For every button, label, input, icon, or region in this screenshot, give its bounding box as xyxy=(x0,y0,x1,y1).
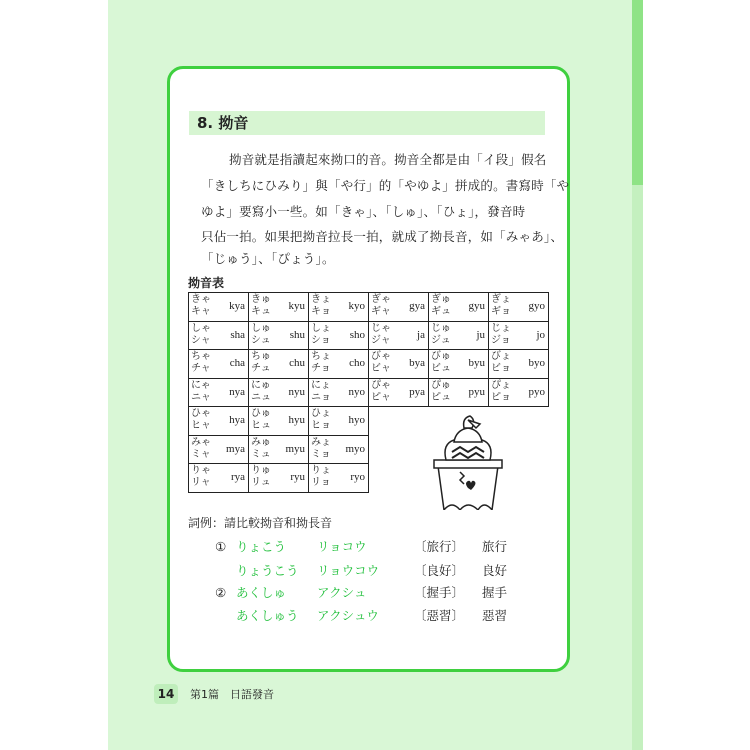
kana-pair xyxy=(251,465,271,489)
katakana: キョ xyxy=(311,306,331,317)
romaji: nyu xyxy=(288,385,305,398)
chapter-edge-tab xyxy=(632,0,643,185)
example-marker: ① xyxy=(215,539,227,554)
katakana: ミョ xyxy=(311,448,331,460)
romaji: gya xyxy=(409,300,425,312)
kana-pair xyxy=(311,323,331,347)
kana-pair xyxy=(311,351,331,375)
hiragana: ひょ xyxy=(311,408,331,419)
table-cell xyxy=(188,349,249,379)
hiragana: ぴょ xyxy=(491,379,511,391)
katakana: キュ xyxy=(251,306,271,317)
example-katakana: アクシュ xyxy=(317,585,367,600)
paragraph-line: 「きしちにひみり」與「や行」的「やゆよ」拼成的。書寫時「や xyxy=(201,178,570,193)
kana-pair xyxy=(191,380,211,404)
table-cell xyxy=(488,349,549,379)
romaji: byo xyxy=(528,357,545,369)
kana-pair xyxy=(311,465,331,489)
kana-pair xyxy=(251,408,271,432)
table-cell xyxy=(308,378,369,408)
example-kanji: 惡習 xyxy=(482,608,508,623)
kana-pair xyxy=(491,323,511,347)
kana-pair xyxy=(311,437,331,461)
romaji: pyu xyxy=(468,385,485,398)
table-cell xyxy=(368,349,429,379)
kana-pair xyxy=(431,323,451,347)
table-cell xyxy=(308,349,369,379)
kana-pair xyxy=(191,465,211,489)
romaji: pyo xyxy=(528,385,545,398)
examples-title: 詞例：請比較拗音和拗長音 xyxy=(188,516,333,530)
example-katakana: リョコウ xyxy=(317,539,367,554)
table-cell xyxy=(248,321,309,351)
katakana: ビュ xyxy=(431,363,451,374)
table-cell xyxy=(428,321,489,351)
example-meaning: 〔握手〕 xyxy=(414,585,465,600)
katakana: ニョ xyxy=(311,391,331,403)
example-marker: ② xyxy=(215,585,227,600)
example-hiragana: りょこう xyxy=(236,539,287,554)
kana-pair xyxy=(191,351,211,375)
hiragana: じゅ xyxy=(431,322,451,334)
hiragana: しゃ xyxy=(191,322,211,334)
table-cell xyxy=(308,463,369,493)
table-cell xyxy=(188,435,249,465)
romaji: jo xyxy=(536,328,545,341)
section-heading: 8. 拗音 xyxy=(197,114,249,132)
table-cell xyxy=(188,292,249,322)
kana-pair xyxy=(191,437,211,461)
kagami-mochi-icon xyxy=(424,414,512,510)
romaji: mya xyxy=(226,442,245,455)
table-cell xyxy=(368,321,429,351)
romaji: kyo xyxy=(348,300,365,312)
table-cell xyxy=(488,321,549,351)
kana-pair xyxy=(371,323,391,347)
example-meaning: 〔惡習〕 xyxy=(414,608,465,623)
katakana: ニュ xyxy=(251,391,271,403)
hiragana: しゅ xyxy=(251,322,271,334)
romaji: kyu xyxy=(288,300,305,312)
hiragana: びょ xyxy=(491,351,511,362)
kana-pair xyxy=(191,408,211,432)
hiragana: しょ xyxy=(311,322,331,334)
romaji: sho xyxy=(349,328,365,341)
hiragana: きょ xyxy=(311,294,331,305)
kana-pair xyxy=(251,351,271,375)
kana-pair xyxy=(191,323,211,347)
hiragana: みょ xyxy=(311,436,331,448)
katakana: ギョ xyxy=(491,306,511,317)
kana-pair xyxy=(431,294,451,318)
hiragana: ひゃ xyxy=(191,408,211,419)
table-cell xyxy=(248,378,309,408)
table-cell xyxy=(488,292,549,322)
example-kanji: 旅行 xyxy=(482,539,508,554)
hiragana: ぎょ xyxy=(491,294,511,305)
kana-pair xyxy=(311,380,331,404)
hiragana: ぴゅ xyxy=(431,379,451,391)
katakana: ジュ xyxy=(431,334,451,346)
example-hiragana: あくしゅ xyxy=(236,585,287,600)
table-cell xyxy=(428,292,489,322)
hiragana: きゅ xyxy=(251,294,271,305)
romaji: cho xyxy=(349,357,365,369)
katakana: ヒョ xyxy=(311,420,331,431)
katakana: リュ xyxy=(251,477,271,488)
table-cell xyxy=(188,406,249,436)
table-cell xyxy=(308,321,369,351)
hiragana: りゃ xyxy=(191,465,211,476)
example-kanji: 握手 xyxy=(482,585,508,600)
hiragana: ちゃ xyxy=(191,351,211,362)
kana-pair xyxy=(371,380,391,404)
example-meaning: 〔良好〕 xyxy=(414,563,465,578)
romaji: ju xyxy=(476,328,485,341)
kana-pair xyxy=(311,408,331,432)
katakana: ビョ xyxy=(491,363,511,374)
kana-pair xyxy=(431,380,451,404)
romaji: shu xyxy=(289,328,305,341)
romaji: hya xyxy=(229,414,245,426)
katakana: ビャ xyxy=(371,363,391,374)
hiragana: ひゅ xyxy=(251,408,271,419)
romaji: pya xyxy=(409,385,425,398)
romaji: hyu xyxy=(288,414,305,426)
katakana: キャ xyxy=(191,306,211,317)
katakana: ピュ xyxy=(431,391,451,403)
chapter-footer: 第1篇 日語發音 xyxy=(190,688,274,701)
kana-pair xyxy=(371,294,391,318)
hiragana: きゃ xyxy=(191,294,211,305)
table-cell xyxy=(368,378,429,408)
hiragana: にょ xyxy=(311,379,331,391)
example-kanji: 良好 xyxy=(482,563,508,578)
katakana: シャ xyxy=(191,334,211,346)
table-cell xyxy=(308,406,369,436)
katakana: リョ xyxy=(311,477,331,488)
romaji: rya xyxy=(230,471,245,483)
hiragana: びゅ xyxy=(431,351,451,362)
table-cell xyxy=(488,378,549,408)
katakana: ピョ xyxy=(491,391,511,403)
katakana: ギュ xyxy=(431,306,451,317)
example-meaning: 〔旅行〕 xyxy=(414,539,465,554)
table-cell xyxy=(188,378,249,408)
katakana: ジョ xyxy=(491,334,511,346)
romaji: myo xyxy=(345,442,365,455)
paragraph-line: 拗音就是指讀起來拗口的音。拗音全都是由「イ段」假名 xyxy=(229,152,547,167)
table-cell xyxy=(308,292,369,322)
table-cell xyxy=(188,321,249,351)
katakana: ジャ xyxy=(371,334,391,346)
romaji: byu xyxy=(468,357,485,369)
kana-pair xyxy=(311,294,331,318)
hiragana: ぎゅ xyxy=(431,294,451,305)
hiragana: ぴゃ xyxy=(371,379,391,391)
katakana: ピャ xyxy=(371,391,391,403)
katakana: ショ xyxy=(311,334,331,346)
katakana: ミュ xyxy=(251,448,271,460)
katakana: ヒャ xyxy=(191,420,211,431)
katakana: ミャ xyxy=(191,448,211,460)
example-hiragana: りょうこう xyxy=(236,563,299,578)
hiragana: じょ xyxy=(491,322,511,334)
katakana: チョ xyxy=(311,363,331,374)
hiragana: りょ xyxy=(311,465,331,476)
hiragana: ちょ xyxy=(311,351,331,362)
table-cell xyxy=(368,292,429,322)
table-cell xyxy=(248,406,309,436)
hiragana: みゅ xyxy=(251,436,271,448)
example-katakana: リョウコウ xyxy=(317,563,380,578)
kana-pair xyxy=(191,294,211,318)
example-hiragana: あくしゅう xyxy=(236,608,299,623)
hiragana: ちゅ xyxy=(251,351,271,362)
romaji: chu xyxy=(289,357,305,369)
katakana: リャ xyxy=(191,477,211,488)
romaji: hyo xyxy=(348,414,365,426)
table-cell xyxy=(428,378,489,408)
hiragana: にゃ xyxy=(191,379,211,391)
hiragana: じゃ xyxy=(371,322,391,334)
romaji: ja xyxy=(417,328,425,341)
paragraph-line: 「じゅう」、「ぴょう」。 xyxy=(201,251,335,266)
romaji: ryo xyxy=(350,471,365,483)
katakana: チュ xyxy=(251,363,271,374)
kana-pair xyxy=(491,294,511,318)
hiragana: ぎゃ xyxy=(371,294,391,305)
hiragana: びゃ xyxy=(371,351,391,362)
romaji: sha xyxy=(230,328,245,341)
katakana: チャ xyxy=(191,363,211,374)
katakana: ニャ xyxy=(191,391,211,403)
table-cell xyxy=(248,292,309,322)
table-cell xyxy=(248,349,309,379)
paragraph-line: 只佔一拍。如果把拗音拉長一拍，就成了拗長音，如「みゃあ」、 xyxy=(201,229,564,244)
table-cell xyxy=(188,463,249,493)
romaji: nya xyxy=(229,385,245,398)
example-katakana: アクシュウ xyxy=(317,608,379,623)
kana-pair xyxy=(431,351,451,375)
romaji: nyo xyxy=(348,385,365,398)
kana-pair xyxy=(491,351,511,375)
kana-pair xyxy=(491,380,511,404)
katakana: ヒュ xyxy=(251,420,271,431)
kana-pair xyxy=(251,437,271,461)
hiragana: りゅ xyxy=(251,465,271,476)
katakana: シュ xyxy=(251,334,271,346)
page-number: 14 xyxy=(154,684,178,704)
table-title: 拗音表 xyxy=(188,276,225,290)
hiragana: にゅ xyxy=(251,379,271,391)
table-cell xyxy=(248,463,309,493)
kana-pair xyxy=(251,323,271,347)
table-cell xyxy=(428,349,489,379)
romaji: bya xyxy=(409,357,425,369)
kana-pair xyxy=(371,351,391,375)
romaji: gyu xyxy=(468,300,485,312)
katakana: ギャ xyxy=(371,306,391,317)
kana-pair xyxy=(251,294,271,318)
romaji: cha xyxy=(229,357,245,369)
kana-pair xyxy=(251,380,271,404)
hiragana: みゃ xyxy=(191,436,211,448)
romaji: myu xyxy=(285,442,305,455)
romaji: ryu xyxy=(290,471,305,483)
romaji: kya xyxy=(229,300,245,312)
table-cell xyxy=(248,435,309,465)
romaji: gyo xyxy=(528,300,545,312)
table-cell xyxy=(308,435,369,465)
paragraph-line: ゆよ」要寫小一些。如「きゃ」、「しゅ」、「ひょ」，發音時 xyxy=(201,204,526,219)
